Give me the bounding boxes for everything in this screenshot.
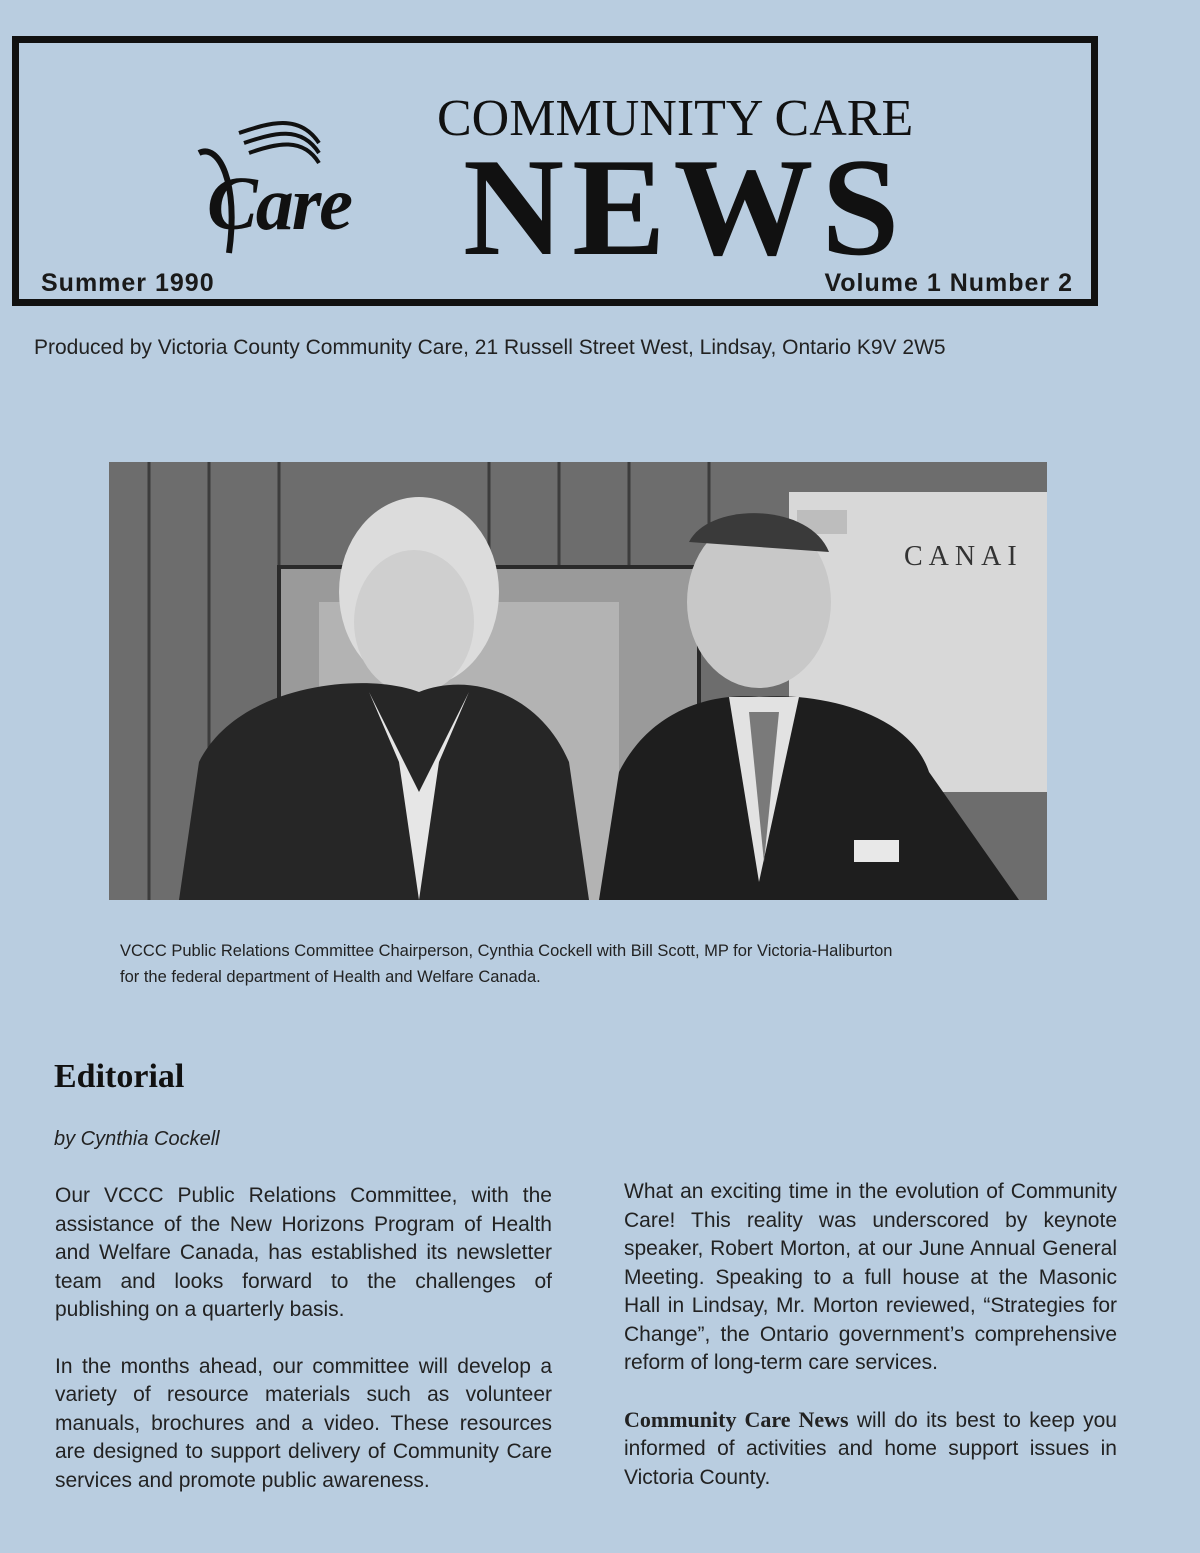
- caption-line1: VCCC Public Relations Committee Chairperson, Cynthia Cockell with Bill Scott, MP for Victoria-Haliburton: [120, 942, 893, 960]
- issue-date: Summer 1990: [41, 269, 215, 297]
- masthead-title-line1: COMMUNITY CARE: [437, 90, 914, 147]
- issue-volume: Volume 1 Number 2: [824, 269, 1073, 297]
- editorial-byline: by Cynthia Cockell: [54, 1128, 220, 1150]
- masthead-title-line2: NEWS: [463, 130, 908, 285]
- closing-text: will do its best to keep you informed of activities and home support issues in Victoria County.: [624, 1408, 1117, 1489]
- editorial-paragraph: Our VCCC Public Relations Committee, with the assistance of the New Horizons Program of Health and Welfare Canada, has established its newsletter team and looks forward to the challenges of publishing on a quarterly basis.: [55, 1184, 552, 1321]
- masthead-box: [12, 36, 1098, 306]
- newsletter-name: Community Care News: [624, 1406, 849, 1432]
- editorial-column-left: [55, 1182, 552, 1523]
- editorial-heading: Editorial: [54, 1058, 185, 1095]
- editorial-column-right: [624, 1178, 1117, 1520]
- logo-wordmark: Care: [207, 162, 351, 246]
- producer-line: Produced by Victoria County Community Care, 21 Russell Street West, Lindsay, Ontario K9V 2W5: [34, 336, 946, 359]
- photo-caption: [120, 938, 1070, 990]
- editorial-paragraph: What an exciting time in the evolution of Community Care! This reality was underscored by keynote speaker, Robert Morton, at our June Annual General Meeting. Speaking to a full house at the Masonic Hall in Lindsay, Mr. Morton reviewed, “Strategies for Change”, the Ontario government’s comprehensive reform of long-term care services.: [624, 1180, 1117, 1374]
- care-logo: [179, 103, 419, 263]
- photo-illustration: [109, 462, 1047, 900]
- caption-line2: for the federal department of Health and Welfare Canada.: [120, 968, 541, 986]
- editorial-paragraph: In the months ahead, our committee will develop a variety of resource materials such as volunteer manuals, brochures and a video. These resources are designed to support delivery of Community Care services and promote public awareness.: [55, 1354, 552, 1492]
- photo: [109, 462, 1047, 900]
- editorial-paragraph-closing: [624, 1406, 1117, 1493]
- poster-sign-text: CANAI: [904, 541, 1023, 572]
